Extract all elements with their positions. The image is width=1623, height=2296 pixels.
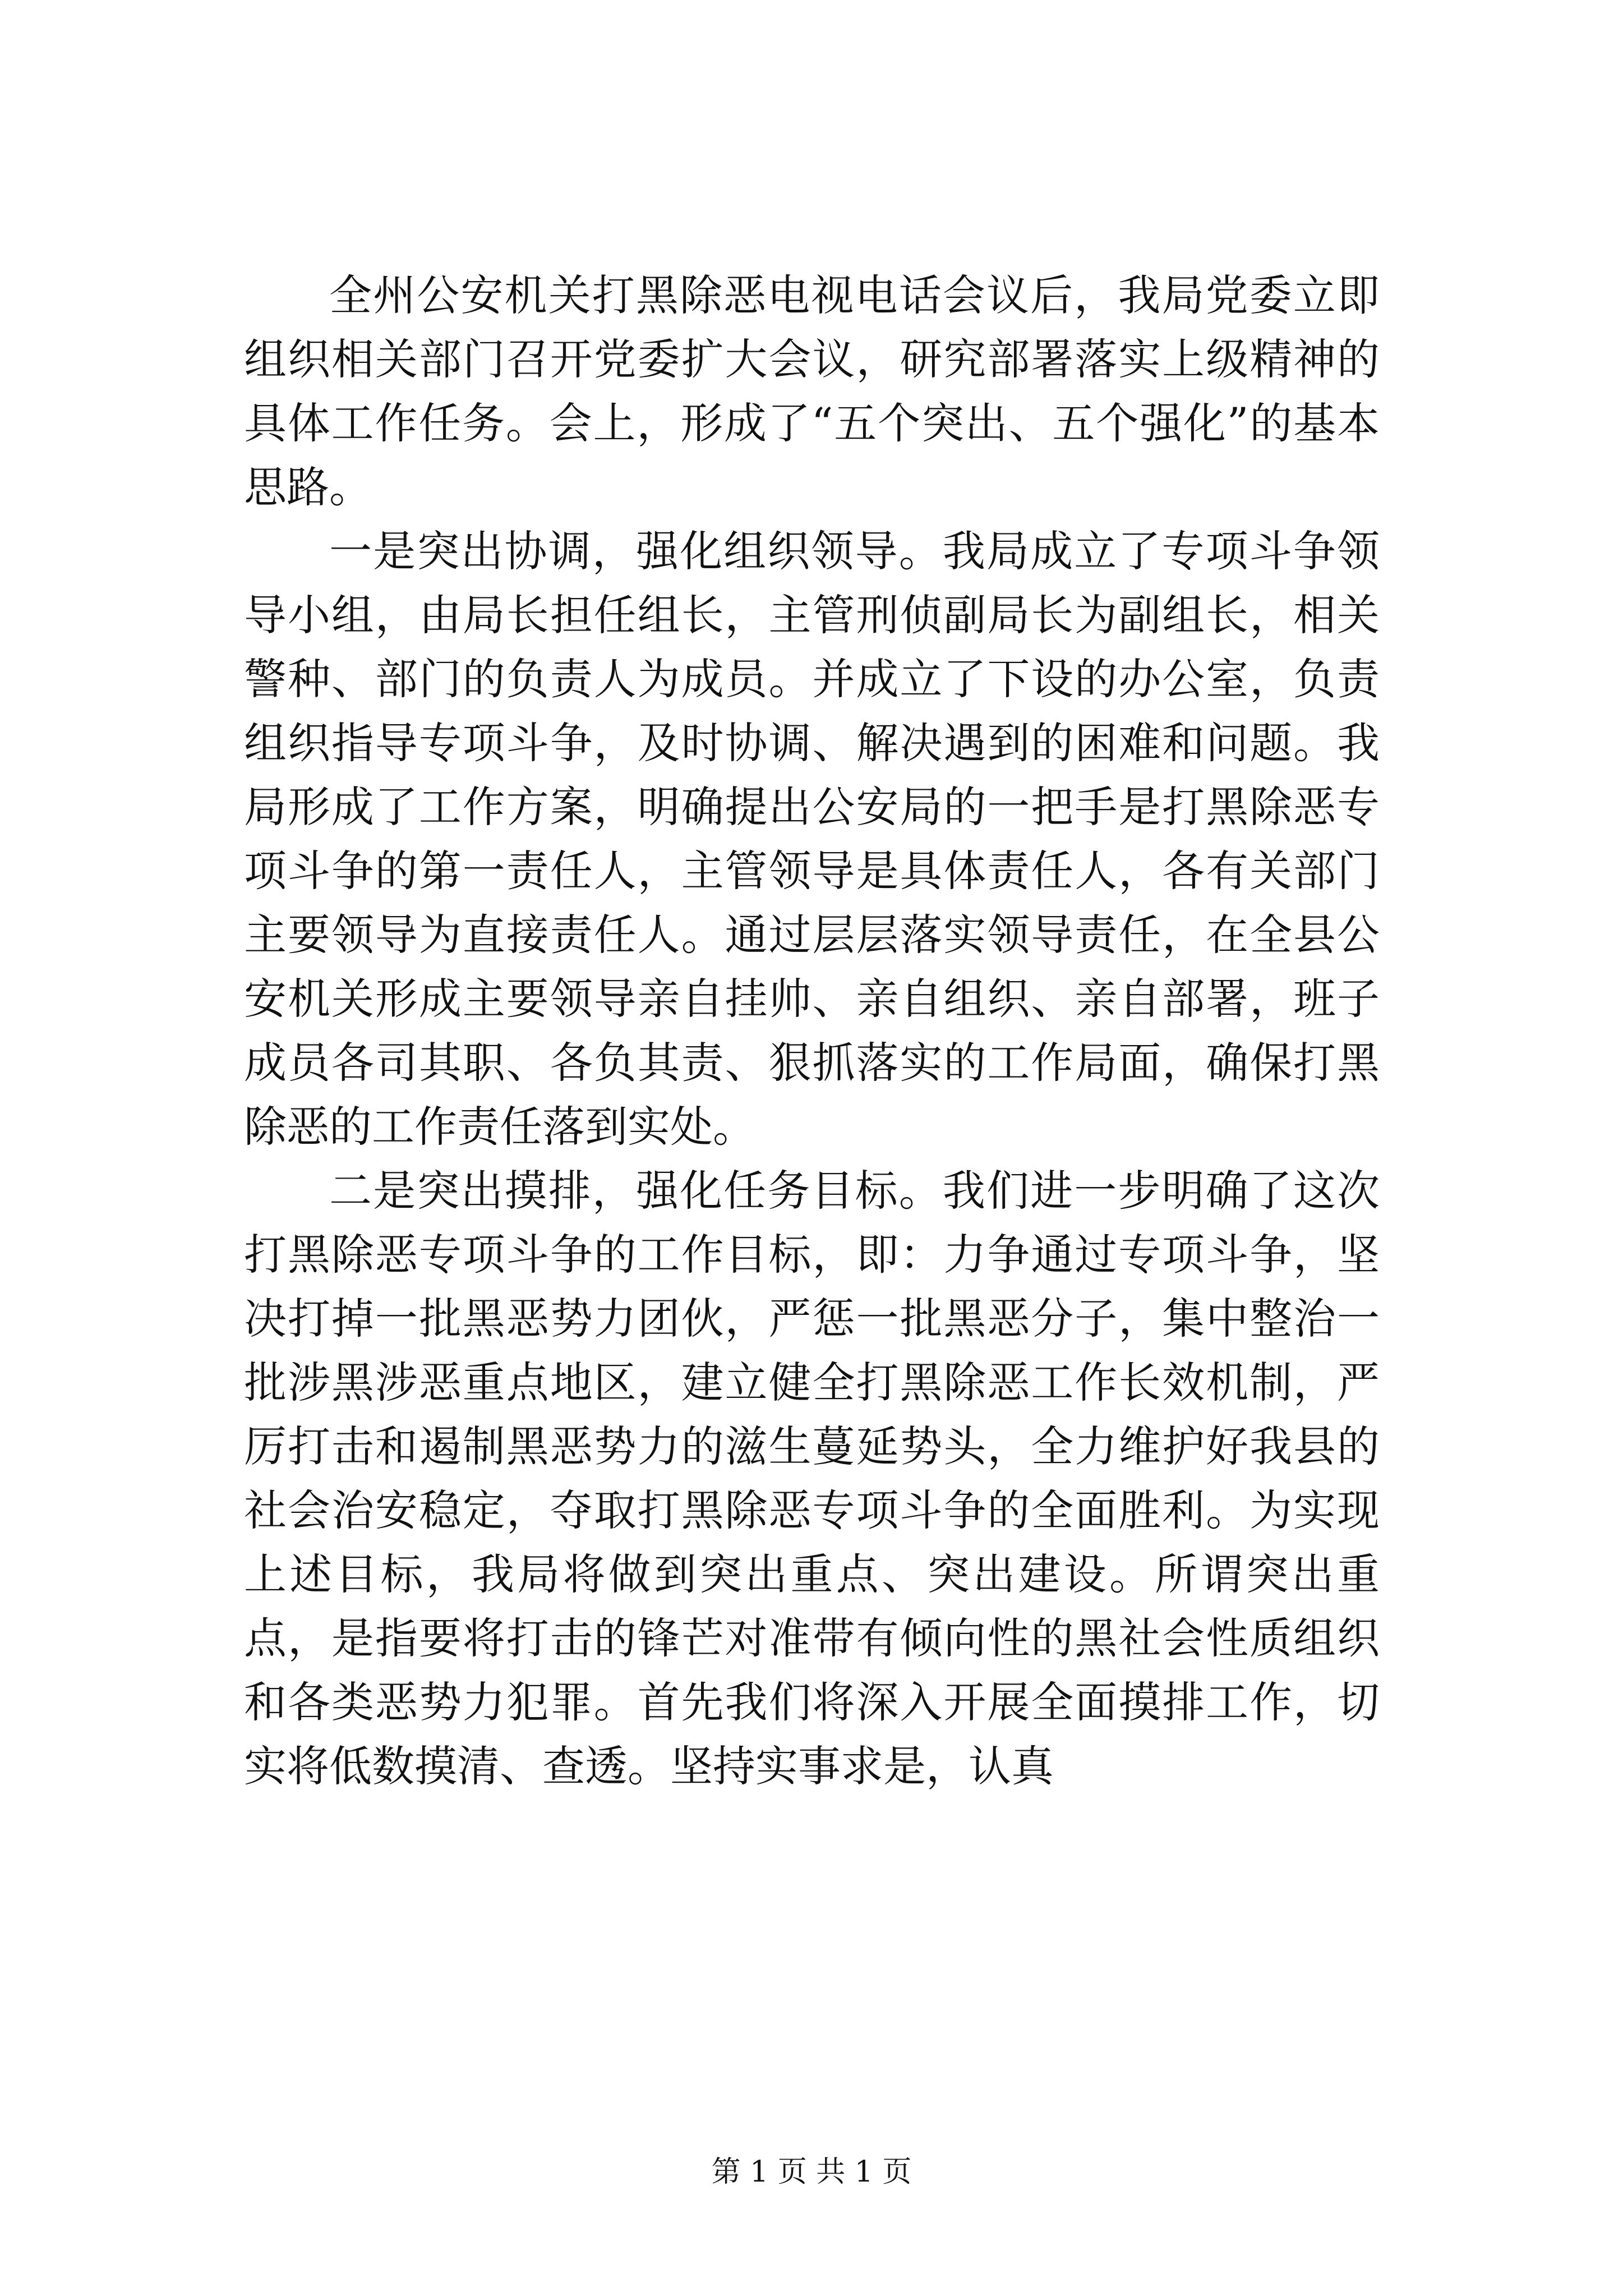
paragraph-organization-leadership: 一是突出协调，强化组织领导。我局成立了专项斗争领导小组，由局长担任组长，主管刑侦副局长为副组长，相关警种、部门的负责人为成员。并成立了下设的办公室，负责组织指导专项斗争，及时协调、解决遇到的困难和问题。我局形成了工作方案，明确提出公安局的一把手是打黑除恶专项斗争的第一责任人，主管领导是具体责任人，各有关部门主要领导为直接责任人。通过层层落实领导责任，在全县公安机关形成主要领导亲自挂帅、亲自组织、亲自部署，班子成员各司其职、各负其责、狠抓落实的工作局面，确保打黑除恶的工作责任落到实处。 (244, 526, 1380, 1152)
page-footer (0, 2155, 1623, 2189)
document-body (244, 264, 1380, 1798)
paragraph-intro: 全州公安机关打黑除恶电视电话会议后，我局党委立即组织相关部门召开党委扩大会议，研究部署落实上级精神的具体工作任务。会上，形成了“五个突出、五个强化”的基本思路。 (244, 270, 1380, 512)
page-number-label: 第 1 页 共 1 页 (711, 2155, 912, 2189)
paragraph-task-targets: 二是突出摸排，强化任务目标。我们进一步明确了这次打黑除恶专项斗争的工作目标，即：力争通过专项斗争，坚决打掉一批黑恶势力团伙，严惩一批黑恶分子，集中整治一批涉黑涉恶重点地区，建立健全打黑除恶工作长效机制，严厉打击和遏制黑恶势力的滋生蔓延势头，全力维护好我县的社会治安稳定，夺取打黑除恶专项斗争的全面胜利。为实现上述目标，我局将做到突出重点、突出建设。所谓突出重点，是指要将打击的锋芒对准带有倾向性的黑社会性质组织和各类恶势力犯罪。首先我们将深入开展全面摸排工作，切实将低数摸清、查透。坚持实事求是，认真 (244, 1166, 1380, 1791)
